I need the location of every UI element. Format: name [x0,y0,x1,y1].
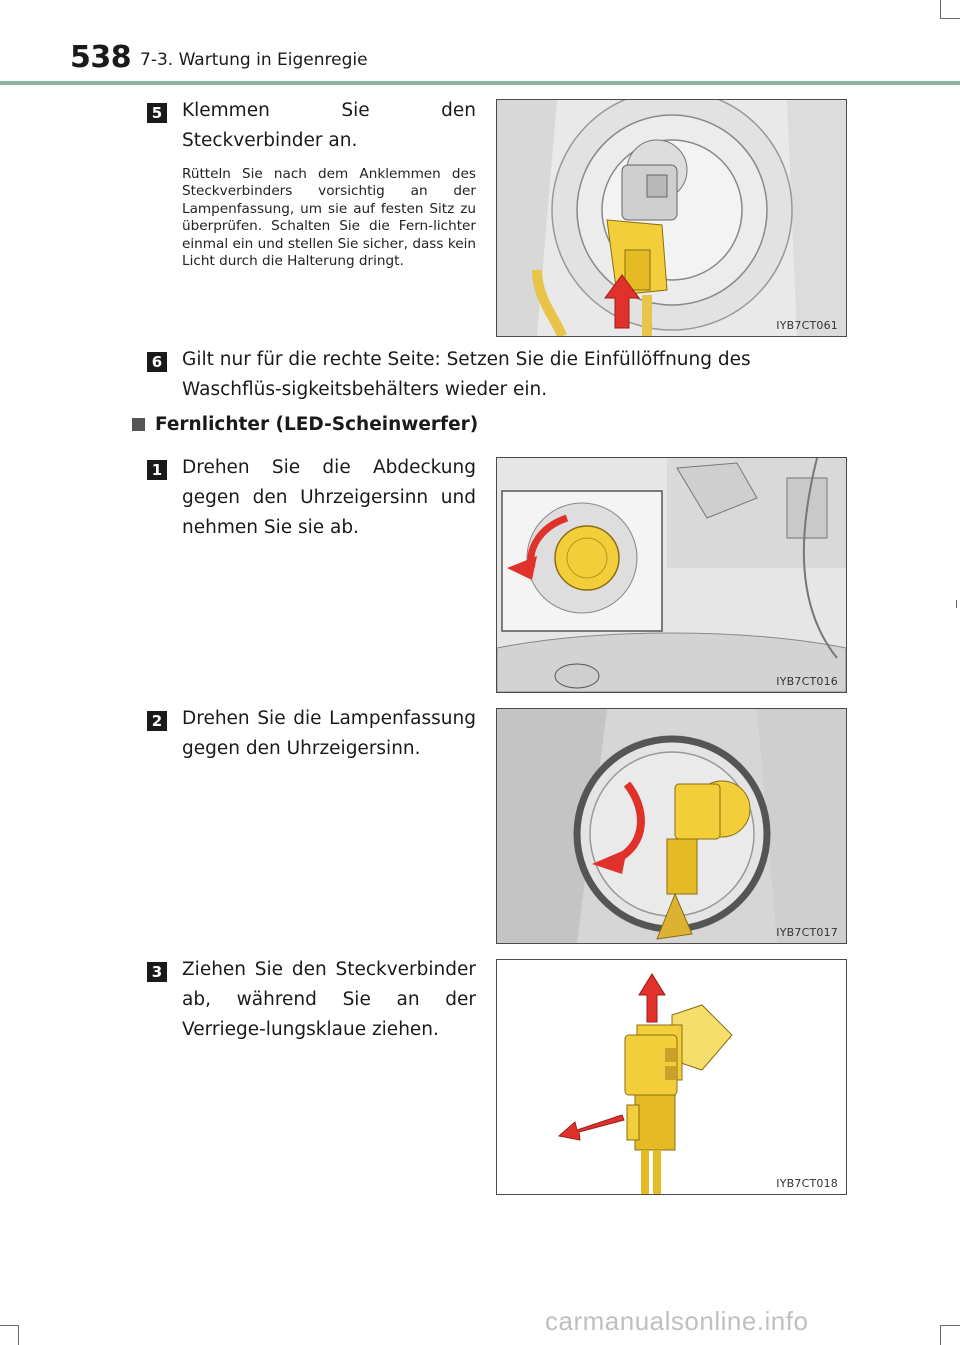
crop-mark [18,1325,19,1345]
connector-removal-illustration [497,960,846,1194]
step-6-text: Gilt nur für die rechte Seite: Setzen Sie die Einfüllöffnung des Waschflüs-sigkeitsbehälters wieder ein. [182,349,751,400]
figure-code: IYB7CT017 [776,926,838,939]
step-5-note: Rütteln Sie nach dem Anklemmen des Steckverbinders vorsichtig an der Lampenfassung, um sie auf festen Sitz zu überprüfen. Schalten Sie die Fern-lichter einmal ein und stellen Sie sicher, dass kein Licht durch die Halterung dringt. [182,166,476,270]
step-number-2: 2 [147,711,167,731]
watermark: carmanualsonline.info [545,1306,809,1336]
crop-mark [0,1325,18,1326]
header-rule [0,81,960,85]
step-2-text: Drehen Sie die Lampenfassung gegen den Uhrzeigersinn. [182,708,476,759]
step-number-6: 6 [147,352,167,372]
crop-mark [940,1325,941,1345]
step-number-1: 1 [147,460,167,480]
figure-code: IYB7CT016 [776,675,838,688]
section-heading [132,414,478,435]
figure-step-2 [496,708,847,944]
square-bullet-icon [132,418,145,431]
headlight-connector-illustration [497,100,846,336]
figure-code: IYB7CT061 [776,319,838,332]
section-title: 7-3. Wartung in Eigenregie [140,50,368,70]
crop-mark [940,1325,960,1326]
page-number: 538 [70,40,132,75]
engine-bay-cover-illustration [497,458,846,692]
step-5-text: Klemmen Sie den Steckverbinder an. [182,100,476,151]
crop-mark [940,0,941,18]
crop-mark [956,600,957,608]
section-heading-text: Fernlichter (LED-Scheinwerfer) [155,414,479,435]
figure-code: IYB7CT018 [776,1177,838,1190]
figure-step-3 [496,959,847,1195]
lamp-socket-illustration [497,709,846,943]
crop-mark [940,18,960,19]
figure-step-5 [496,99,847,337]
step-1-text: Drehen Sie die Abdeckung gegen den Uhrzeigersinn und nehmen Sie sie ab. [182,457,476,538]
step-3-text: Ziehen Sie den Steckverbinder ab, während Sie an der Verriege-lungsklaue ziehen. [182,959,476,1040]
step-number-5: 5 [147,103,167,123]
figure-step-1 [496,457,847,693]
step-number-3: 3 [147,962,167,982]
